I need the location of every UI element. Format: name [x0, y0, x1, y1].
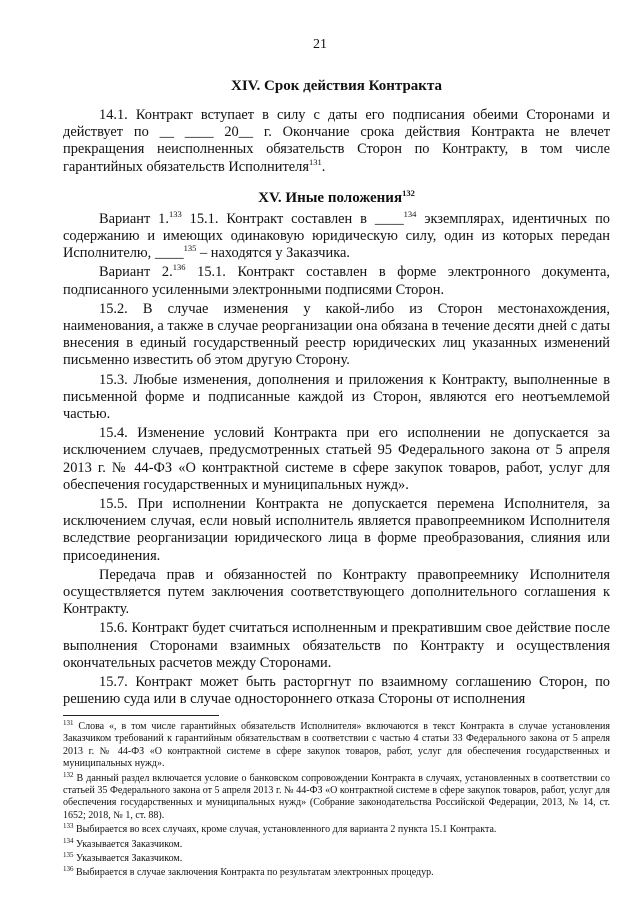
clause-14-1: 14.1. Контракт вступает в силу с даты его подписания обеими Сторонами и действует по __ ____ 20__ г. Окончание срока действия Контракта не влечет прекращения неисполненных обязательств Сторон по Контракту, в том числе гарантийных обязательств Исполнителя$^{131}$.	[63, 107, 610, 175]
footnote-separator	[63, 715, 219, 716]
section-15-heading: XV. Иные положения$^{132}$	[258, 187, 415, 206]
clause-15-5: 15.5. При исполнении Контракта не допускается перемена Исполнителя, за исключением случая, если новый исполнитель является правопреемником Исполнителя вследствие реорганизации юридического лица в форме преобразования, слияния или присоединения.	[63, 496, 610, 564]
section-14-heading: XIV. Срок действия Контракта	[230, 78, 443, 94]
footnote-132: $^{132}$ В данный раздел включается условие о банковском сопровождении Контракта в случаях, установленных в соответствии со статьей 35 Федерального закона от 5 апреля 2013 г. № 44-ФЗ «О контрактной системе в сфере закупок товаров, работ, услуг для обеспечения государственных и муниципальных нужд» (Собрание законодательства Российской Федерации, 2013, № 14, ст. 1652; 2018, № 1, ст. 88).	[63, 770, 610, 821]
footnote-134: $^{134}$ Указывается Заказчиком.	[63, 836, 183, 850]
footnote-131: $^{131}$ Слова «, в том числе гарантийных обязательств Исполнителя» включаются в текст Контракта в случае установления Заказчиком требований к гарантийным обязательствам в соответствии с частью 4 статьи 33 Федерального закона от 5 апреля 2013 г. № 44-ФЗ «О контрактной системе в сфере закупок товаров, работ, услуг для обеспечения государственных и муниципальных нужд».	[63, 719, 610, 770]
footnote-ref-133[interactable]: 133	[168, 208, 182, 219]
clause-15-5-continued: Передача прав и обязанностей по Контракту правопреемнику Исполнителя осуществляется путем заключения соответствующего дополнительного соглашения к Контракту.	[63, 566, 610, 618]
footnote-ref-131[interactable]: 131	[308, 156, 322, 167]
footnote-ref-132[interactable]: 132	[402, 187, 415, 198]
clause-15-4: 15.4. Изменение условий Контракта при его исполнении не допускается за исключением случаев, предусмотренных статьей 95 Федерального закона от 5 апреля 2013 г. № 44-ФЗ «О контрактной системе в сфере закупок товаров, работ, услуг для обеспечения государственных и муниципальных нужд».	[63, 425, 610, 493]
clause-15-2: 15.2. В случае изменения у какой-либо из Сторон местонахождения, наименования, а также в случае реорганизации она обязана в течение десяти дней с даты внесения в единый государственный реестр юридических лиц указанных изменений письменно известить об этом другую Сторону.	[63, 300, 610, 369]
footnote-136: $^{136}$ Выбирается в случае заключения Контракта по результатам электронных процедур.	[63, 865, 434, 879]
footnote-ref-134[interactable]: 134	[403, 208, 417, 219]
clause-15-7: 15.7. Контракт может быть расторгнут по взаимному соглашению Сторон, по решению суда или в случае одностороннего отказа Стороны от исполнения	[63, 674, 610, 708]
clause-15-1-variant-1: Вариант 1.$^{133}$ 15.1. Контракт составлен в ____$^{134}$ экземплярах, идентичных по содержанию и имеющих одинаковую юридическую силу, один из которых передан Исполнителю, ____$^{135}$ – находятся у Заказчика.	[63, 208, 610, 262]
footnote-ref-135[interactable]: 135	[183, 243, 197, 254]
footnotes	[63, 721, 610, 882]
clause-15-3: 15.3. Любые изменения, дополнения и приложения к Контракту, выполненные в письменной форме и подписанные каждой из Сторон, являются его неотъемлемой частью.	[63, 371, 610, 423]
clause-15-1-variant-2: Вариант 2.$^{136}$ 15.1. Контракт составлен в форме электронного документа, подписанного усиленными электронными подписями Сторон.	[63, 262, 611, 298]
footnote-ref-136[interactable]: 136	[172, 262, 186, 273]
page-number: 21	[313, 37, 327, 52]
clause-15-6: 15.6. Контракт будет считаться исполненным и прекратившим свое действие после выполнения Сторонами взаимных обязательств по Контракту и осуществления окончательных расчетов между Сторонами.	[63, 620, 610, 671]
document-body	[63, 77, 610, 711]
footnote-133: $^{133}$ Выбирается во всех случаях, кроме случая, установленного для варианта 2 пункта 15.1 Контракта.	[63, 822, 497, 836]
footnote-135: $^{135}$ Указывается Заказчиком.	[63, 851, 183, 865]
